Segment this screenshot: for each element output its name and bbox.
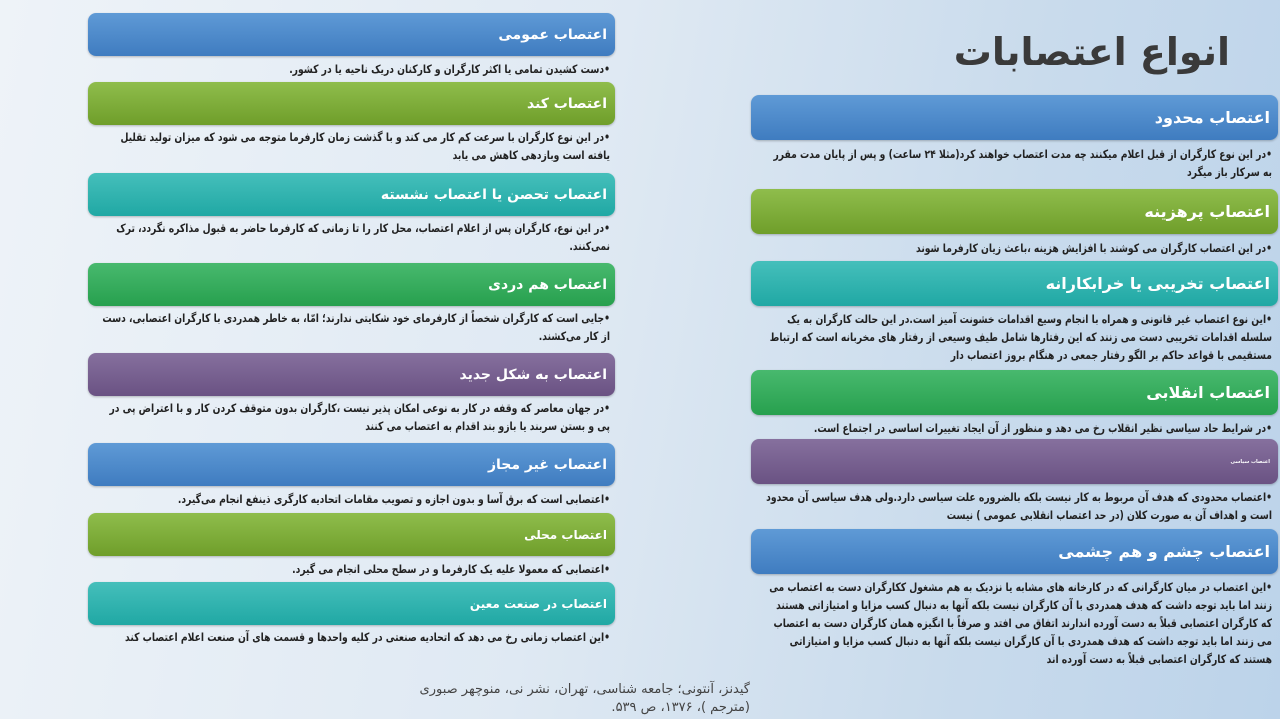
heading-political-strike <box>751 439 1278 484</box>
heading-text: اعتصاب پرهزینه <box>1144 202 1270 221</box>
body-sympathy-strike: •جایی است که کارگران شخصاً از کارفرمای خود شکایتی ندارند؛ امّا، به خاطر همدردی با کارگران اعتصابی، دست از کار می‌کشند. <box>102 311 611 343</box>
heading-sympathy-strike <box>88 263 615 306</box>
body-industry-strike: •این اعتصاب زمانی رخ می دهد که اتحادیه صنعتی در کلیه واحدها و قسمت های آن صنعت اعلام اعتصاب کند <box>125 630 610 644</box>
heading-slow-strike <box>88 82 615 125</box>
heading-destructive-strike <box>751 261 1278 306</box>
heading-new-form-strike <box>88 353 615 396</box>
heading-text: اعتصاب تحصن یا اعتصاب نشسته <box>380 186 607 203</box>
body-political-strike: •اعتصاب محدودی که هدف آن مربوط به کار نیست بلکه بالضروره علت سیاسی دارد.ولی هدف سیاسی آن محدود است و اهداف آن به صورت کلان (در حد اعتصاب انقلابی عمومی ) نیست <box>766 490 1272 522</box>
heading-text: اعتصاب به شکل جدید <box>459 366 607 383</box>
heading-revolutionary-strike <box>751 370 1278 415</box>
heading-limited-strike <box>751 95 1278 140</box>
body-rivalry-strike: •این اعتصاب در میان کارگرانی که در کارخانه های مشابه یا نزدیک به هم مشغول ککارگران دست به اعتصاب می زنند اما باید توجه داشت که هدف همدردی با آن کارگران نیست بلکه آنها به دنبال کسب مزایا و امتیازاتی هستند که کارگران اعتصابی قبلاً به دست آورده اندارند اتفاق می افتد و صرفاً با انگیزه همان کارگران دست به اعتصاب می زنند اما باید توجه داشت که هدف همدردی با آن کارگران نیست بلکه آنها به دنبال کسب مزایا و امتیازاتی هستند که کارگران اعتصابی قبلاً به دست آورده اند <box>769 580 1272 666</box>
body-revolutionary-strike: •در شرایط حاد سیاسی نظیر انقلاب رخ می دهد و منظور از آن ایجاد تغییرات اساسی در اجتماع است. <box>813 421 1272 435</box>
heading-industry-strike <box>88 582 615 625</box>
heading-text: اعتصاب غیر مجاز <box>487 456 607 473</box>
heading-text: اعتصاب سیاسی <box>1230 458 1270 465</box>
slide-title: انواع اعتصابات <box>953 30 1230 74</box>
citation: گیدنز، آنتونی؛ جامعه شناسی، تهران، نشر نی، منوچهر صبوری (مترجم )، ۱۳۷۶، ص ۵۳۹. <box>419 682 750 715</box>
body-slow-strike: •در این نوع کارگران با سرعت کم کار می کند و با گذشت زمان کارفرما متوجه می شود که میزان تولید تقلیل یافته است وبازدهی کاهش می یابد <box>120 130 610 162</box>
heading-text: اعتصاب چشم و هم چشمی <box>1058 542 1270 561</box>
body-local-strike: •اعتصابی که معمولا علیه یک کارفرما و در سطح محلی انجام می گیرد. <box>292 562 610 576</box>
heading-text: اعتصاب محلی <box>524 527 607 542</box>
heading-text: اعتصاب محدود <box>1154 108 1270 127</box>
heading-wildcat-strike <box>88 443 615 486</box>
body-costly-strike: •در این اعتصاب کارگران می کوشند با افزایش هزینه ،باعث زیان کارفرما شوند <box>916 241 1272 255</box>
body-new-form-strike: •در جهان معاصر که وقفه در کار به نوعی امکان پذیر نیست ،کارگران بدون متوقف کردن کار و با اعتراض پی در پی و بستن سربند یا بازو بند اقدام به اعتصاب می کنند <box>109 401 610 433</box>
heading-text: اعتصاب در صنعت معین <box>469 596 607 611</box>
body-sit-in-strike: •در این نوع، کارگران پس از اعلام اعتصاب، محل کار را تا زمانی که کارفرما حاضر به قبول مذاکره نگردد، ترک نمی‌کنند. <box>116 221 610 253</box>
heading-text: اعتصاب تخریبی یا خرابکارانه <box>1045 274 1270 293</box>
heading-local-strike <box>88 513 615 556</box>
body-wildcat-strike: •اعتصابی است که برق آسا و بدون اجازه و تصویب مقامات اتحادیه کارگری ذینفع انجام می‌گیرد. <box>177 492 610 506</box>
heading-text: اعتصاب هم دردی <box>488 276 607 293</box>
heading-text: اعتصاب انقلابی <box>1146 383 1270 402</box>
body-destructive-strike: •این نوع اعتصاب غیر قانونی و همراه با انجام وسیع اقدامات خشونت آمیز است.در این حالت کارگران به یک سلسله اقدامات تخریبی دست می زنند که این رفتارها شامل طیف وسیعی از رفتار های مخربانه است که ارتباط مستقیمی با قواعد حاکم بر الگو رفتار جمعی در هنگام بروز اعتصاب دار <box>769 312 1272 362</box>
body-limited-strike: •در این نوع کارگران از قبل اعلام میکنند چه مدت اعتصاب خواهند کرد(مثلا ۲۴ ساعت) و پس از پایان مدت مقرر به سرکار باز میگرد <box>773 147 1272 179</box>
heading-general-strike <box>88 13 615 56</box>
heading-rivalry-strike <box>751 529 1278 574</box>
body-general-strike: •دست کشیدن تمامی یا اکثر کارگران و کارکنان دریک ناحیه یا در کشور. <box>289 62 610 76</box>
heading-sit-in-strike <box>88 173 615 216</box>
heading-costly-strike <box>751 189 1278 234</box>
heading-text: اعتصاب عمومی <box>498 26 607 43</box>
heading-text: اعتصاب کند <box>526 95 607 112</box>
